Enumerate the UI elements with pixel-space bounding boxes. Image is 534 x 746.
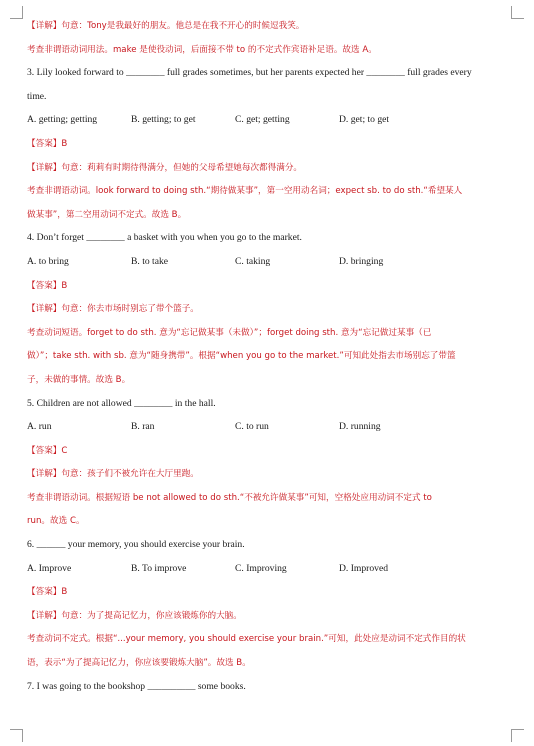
answer-option: C. get; getting bbox=[235, 114, 290, 126]
explanation-line: 做）”；take sth. with sb. 意为“随身携带”。根据“when you go to the market.”可知此处指去市场别忘了带篮 bbox=[27, 351, 456, 362]
answer-options bbox=[27, 563, 513, 575]
explanation-line: 考查非谓语动词。look forward to doing sth.“期待做某事”，第一空用动名词；expect sb. to do sth.“希望某人 bbox=[27, 186, 463, 197]
corner-mark bbox=[10, 6, 23, 19]
question-line: 4. Don’t forget ________ a basket with you when you go to the market. bbox=[27, 232, 302, 244]
answer-options bbox=[27, 421, 513, 433]
answer-option: C. Improving bbox=[235, 562, 287, 574]
answer-option: A. to bring bbox=[27, 255, 69, 267]
answer-option: A. run bbox=[27, 421, 52, 433]
explanation-line: 【详解】句意：为了提高记忆力，你应该锻炼你的大脑。 bbox=[27, 610, 242, 621]
document-body bbox=[27, 20, 513, 704]
answer-option: B. getting; to get bbox=[131, 114, 196, 126]
explanation-line: 【详解】句意：孩子们不被允许在大厅里跑。 bbox=[27, 469, 199, 480]
explanation-line: 【详解】句意：你去市场时别忘了带个篮子。 bbox=[27, 304, 199, 315]
answer-option: B. To improve bbox=[131, 562, 187, 574]
explanation-line: 考查非谓语动词用法。make 是使役动词，后面接不带 to 的不定式作宾语补足语。故选 A。 bbox=[27, 44, 377, 55]
question-line: 5. Children are not allowed ________ in the hall. bbox=[27, 397, 216, 409]
question-line: 7. I was going to the bookshop __________ some books. bbox=[27, 680, 246, 692]
answer-option: D. get; to get bbox=[339, 114, 390, 126]
explanation-line: 【详解】句意：Tony是我最好的朋友。他总是在我不开心的时候逗我笑。 bbox=[27, 21, 305, 31]
explanation-line: 【答案】C bbox=[27, 445, 68, 456]
answer-option: D. bringing bbox=[339, 255, 384, 267]
answer-option: D. running bbox=[339, 421, 381, 433]
answer-option: C. taking bbox=[235, 255, 271, 267]
explanation-line: 做某事”，第二空用动词不定式。故选 B。 bbox=[27, 209, 187, 220]
explanation-line: 考查动词短语。forget to do sth. 意为“忘记做某事（未做）”；forget doing sth. 意为“忘记做过某事（已 bbox=[27, 327, 432, 338]
answer-options bbox=[27, 256, 513, 268]
answer-options bbox=[27, 114, 513, 126]
explanation-line: 考查动词不定式。根据“...your memory, you should exercise your brain.”可知，此处应是动词不定式作目的状 bbox=[27, 634, 466, 645]
corner-mark bbox=[511, 729, 524, 742]
explanation-line: 【答案】B bbox=[27, 280, 68, 291]
answer-option: B. ran bbox=[131, 421, 155, 433]
explanation-line: 考查非谓语动词。根据短语 be not allowed to do sth.“不被允许做某事”可知，空格处应用动词不定式 to bbox=[27, 492, 432, 503]
corner-mark bbox=[511, 6, 524, 19]
answer-option: C. to run bbox=[235, 421, 269, 433]
explanation-line: run。故选 C。 bbox=[27, 516, 85, 527]
answer-option: A. getting; getting bbox=[27, 114, 98, 126]
explanation-line: 【答案】B bbox=[27, 587, 68, 598]
answer-option: D. Improved bbox=[339, 562, 389, 574]
answer-option: A. Improve bbox=[27, 562, 72, 574]
explanation-line: 语，表示“为了提高记忆力，你应该要锻炼大脑”。故选 B。 bbox=[27, 658, 251, 669]
question-line: 6. ______ your memory, you should exercise your brain. bbox=[27, 539, 245, 551]
explanation-line: 【答案】B bbox=[27, 138, 68, 149]
answer-option: B. to take bbox=[131, 255, 169, 267]
explanation-line: 子，未做的事情。故选 B。 bbox=[27, 374, 131, 385]
question-line: 3. Lily looked forward to ________ full grades sometimes, but her parents expected her ________ full grades every bbox=[27, 67, 472, 79]
explanation-line: 【详解】句意：莉莉有时期待得满分，但她的父母希望她每次都得满分。 bbox=[27, 162, 303, 173]
corner-mark bbox=[10, 729, 23, 742]
question-line: time. bbox=[27, 90, 47, 102]
